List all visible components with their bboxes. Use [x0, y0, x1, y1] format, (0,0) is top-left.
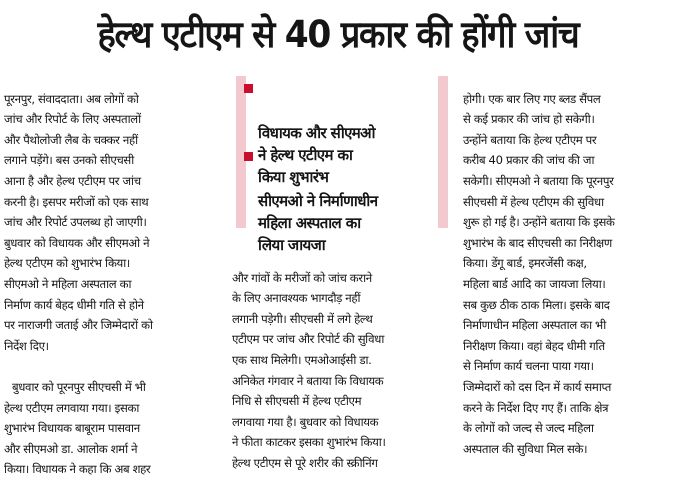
highlight-box — [232, 68, 454, 254]
bullet-icon — [244, 152, 253, 161]
paragraph: और गांवों के मरीजों को जांच कराने के लिए अनावश्यक भागदौड़ नहीं लगानी पड़ेगी। सीएचसी में लगे हेल्थ एटीएम पर जांच और रिपोर्ट की सुविधा एक साथ मिलेगी। एमओआईसी डा. अनिकेत गंगवार ने बताया कि विधायक निधि से सीएचसी में हेल्थ एटीएम लगवाया गया है। बुधवार को विधायक ने फीता काटकर इसका शुभारंभ किया। हेल्थ एटीएम से पूरे शरीर की स्क्रीनिंग — [232, 270, 386, 470]
highlight-item — [258, 146, 428, 256]
bullet-icon — [244, 84, 253, 93]
page-title: हेल्थ एटीएम से 40 प्रकार की होंगी जांच — [97, 12, 579, 56]
article-column-3 — [463, 68, 673, 480]
paragraph: होगी। एक बार लिए गए ब्लड सैंपल से कई प्रकार की जांच हो सकेगी। उन्होंने बताया कि हेल्थ एटीएम पर करीब 40 प्रकार की जांच की जा सकेगी। सीएमओ ने बताया कि पूरनपुर सीएचसी में हेल्थ एटीएम की सुविधा शुरू हो गई है। उन्होंने बताया कि इसके शुभारंभ के बाद सीएचसी का निरीक्षण किया। डेंगू बार्ड, इमरजेंसी कक्ष, महिला बार्ड आदि का जायजा लिया। सब कुछ ठीक ठाक मिला। इसके बाद निर्माणाधीन महिला अस्पताल का भी निरीक्षण किया। वहां बेहद धीमी गति से निर्माण कार्य चलना पाया गया। जिम्मेदारों को दस दिन में कार्य समाप्त करने के निर्देश दिए गए हैं। ताकि क्षेत्र के लोगों को जल्द से जल्द महिला अस्पताल की सुविधा मिल सके। — [463, 91, 615, 456]
paragraph: बुधवार को पूरनपुर सीएचसी में भी हेल्थ एटीएम लगवाया गया। इसका शुभारंभ विधायक बाबूराम पासवान और सीएमओ डा. आलोक शर्मा ने किया। विधायक ने कहा कि अब शहर — [4, 379, 151, 477]
highlight-bar-right — [438, 76, 448, 228]
article-column-1 — [4, 68, 222, 480]
highlight-text: सीएमओ ने निर्माणाधीन महिला अस्पताल का लिया जायजा — [258, 192, 378, 254]
paragraph: पूरनपुर, संवाददाता। अब लोगों को जांच और रिपोर्ट के लिए अस्पतालों और पैथोलोजी लैब के चक्कर नहीं लगाने पड़ेंगे। बस उनको सीएचसी आना है और हेल्थ एटीएम पर जांच करनी है। इसपर मरीजों को एक साथ जांच और रिपोर्ट उपलब्ध हो जाएगी। बुधवार को विधायक और सीएमओ ने हेल्थ एटीएम को शुभारंभ किया। सीएमओ ने महिला अस्पताल का निर्माण कार्य बेहद धीमी गति से होने पर नाराजगी जताई और जिम्मेदारों को निर्देश दिए। — [4, 91, 153, 353]
article-column-2 — [232, 247, 454, 479]
highlight-text: विधायक और सीएमओ ने हेल्थ एटीएम का किया शुभारंभ — [258, 124, 375, 186]
